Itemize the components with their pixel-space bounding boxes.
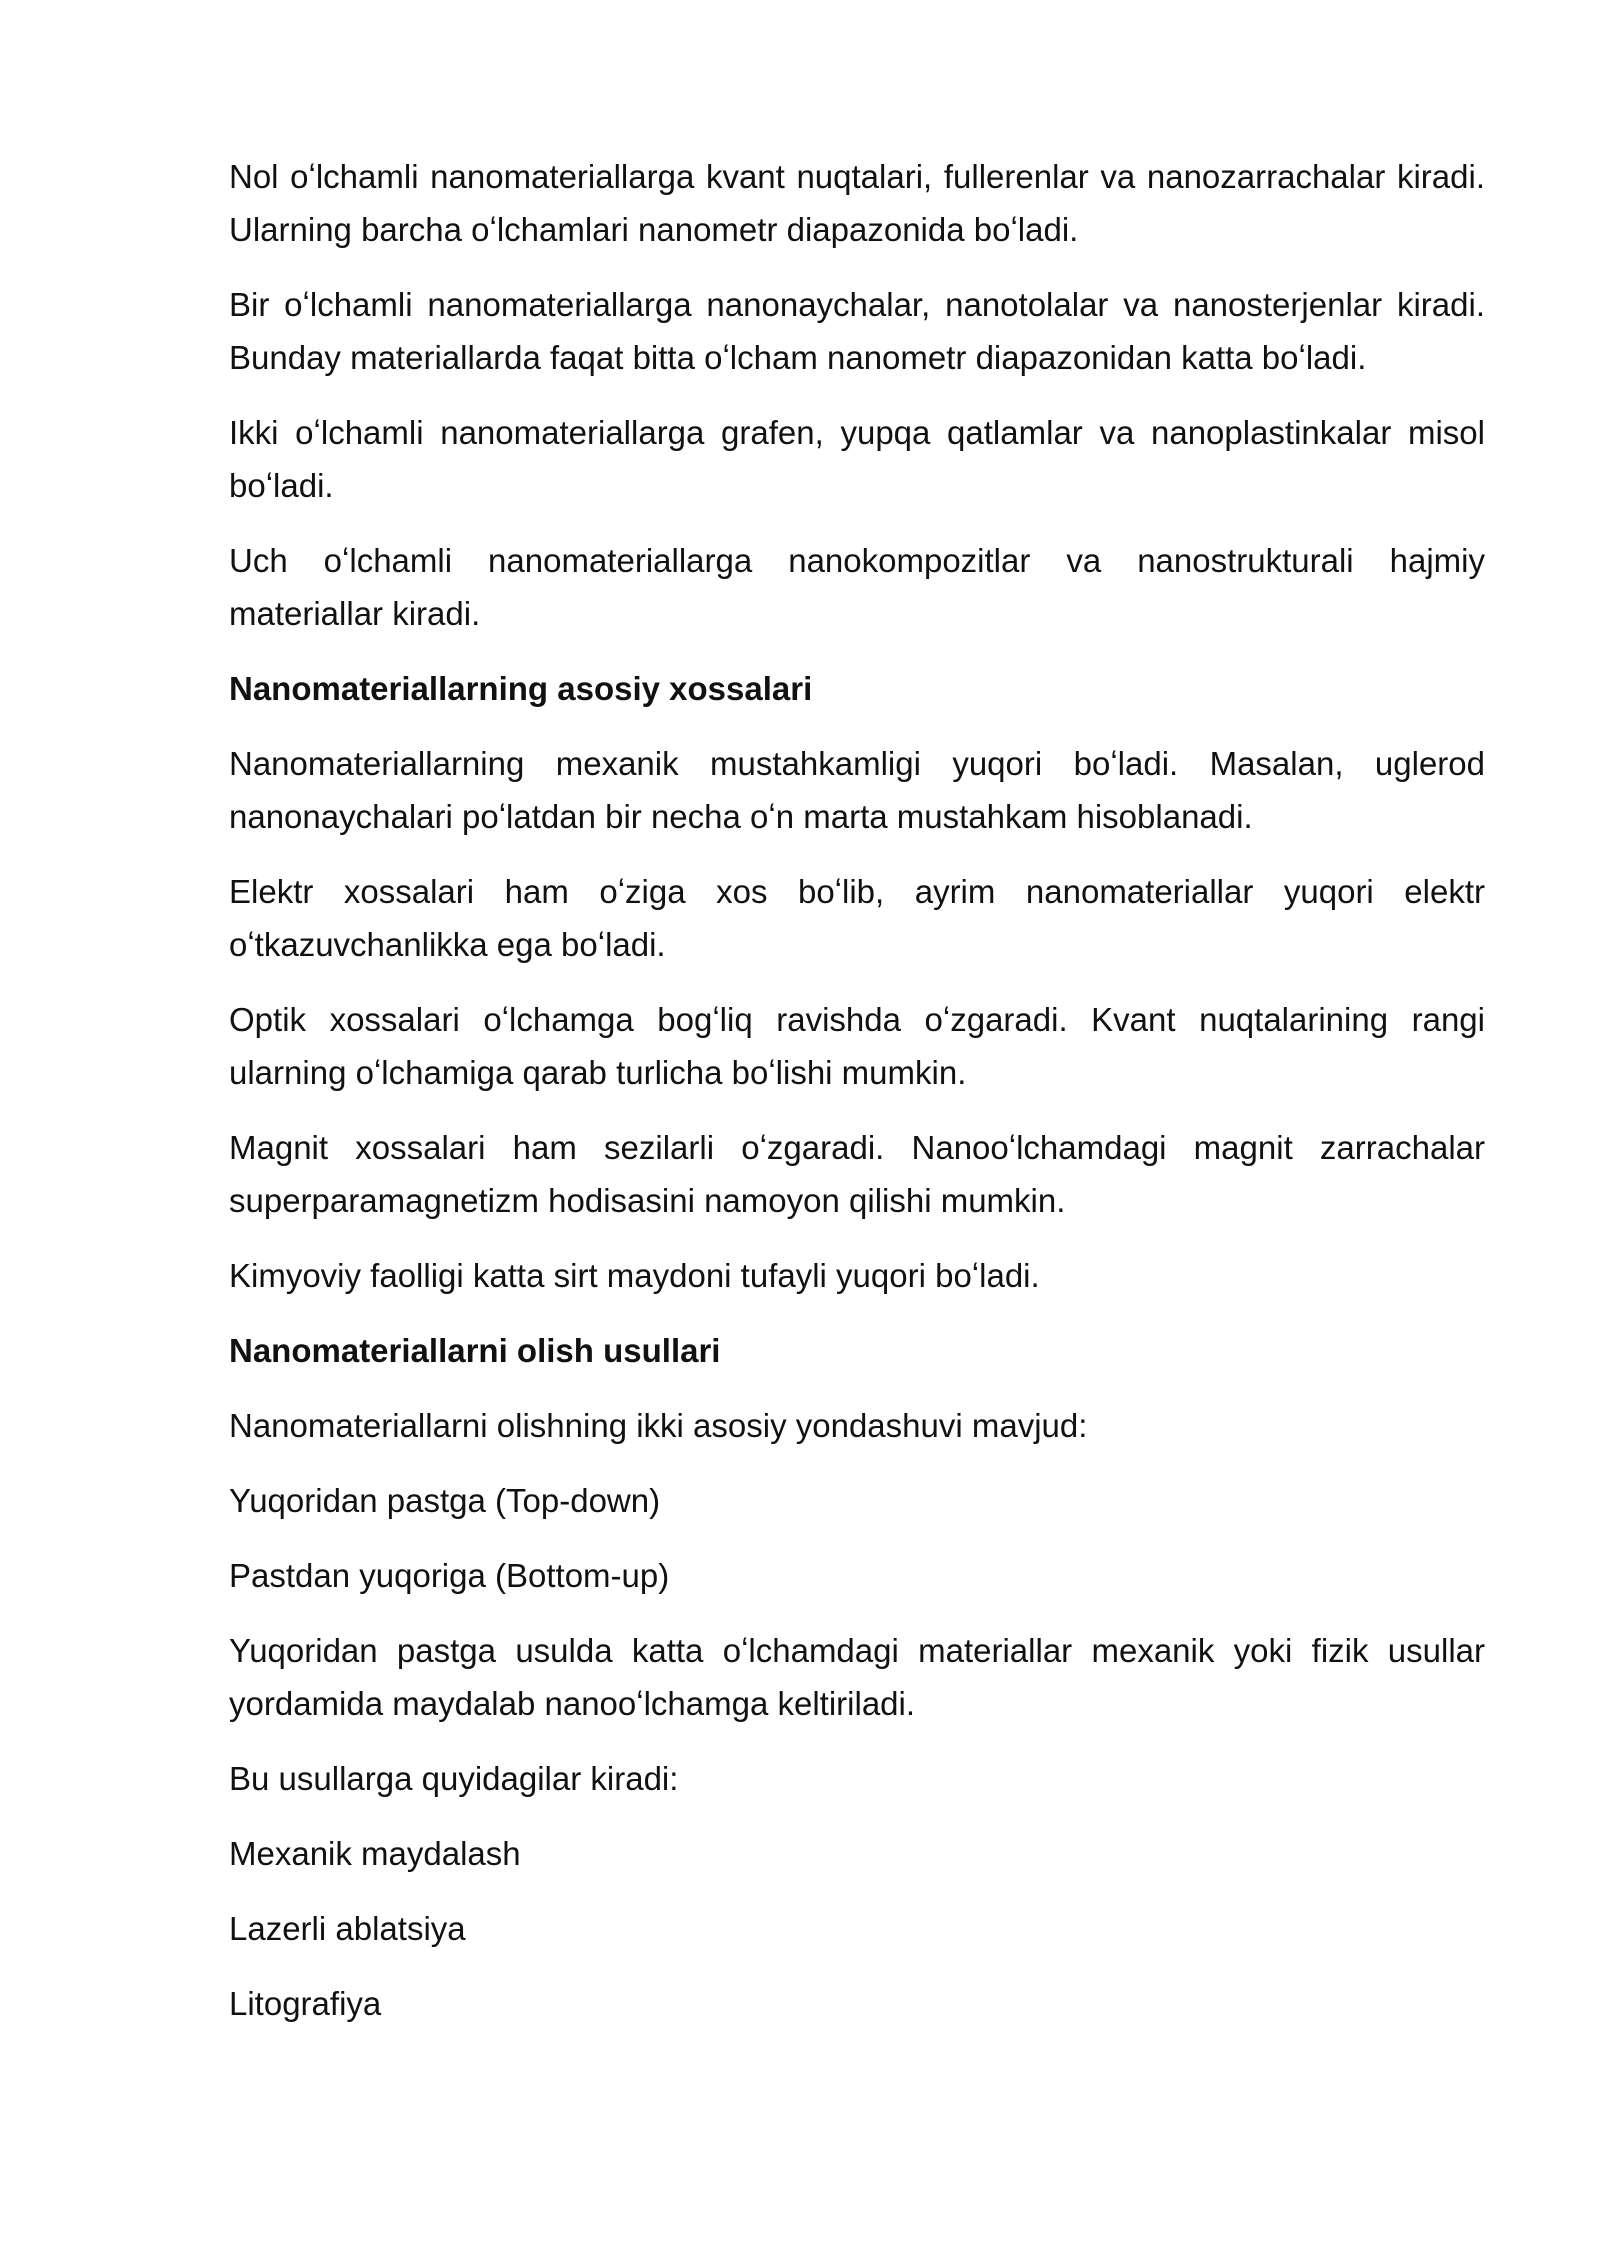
- heading-methods: Nanomateriallarni olish usullari: [229, 1332, 721, 1369]
- paragraph-one-dimensional: Bir oʻlchamli nanomateriallarga nanonaychalar, nanotolalar va nanosterjenlar kiradi. Bunday materiallarda faqat bitta oʻlcham nanometr diapazonidan katta boʻladi.: [229, 286, 1485, 376]
- paragraph-approaches: Nanomateriallarni olishning ikki asosiy yondashuvi mavjud:: [229, 1407, 1088, 1444]
- document-body: [229, 150, 1485, 2052]
- list-item-laser-ablation: Lazerli ablatsiya: [229, 1910, 466, 1947]
- list-item-lithography: Litografiya: [229, 1985, 382, 2022]
- paragraph-zero-dimensional: Nol oʻlchamli nanomateriallarga kvant nuqtalari, fullerenlar va nanozarrachalar kiradi. Ularning barcha oʻlchamlari nanometr diapazonida boʻladi.: [229, 158, 1485, 248]
- heading-properties: Nanomateriallarning asosiy xossalari: [229, 670, 813, 707]
- paragraph-methods-intro: Bu usullarga quyidagilar kiradi:: [229, 1760, 679, 1797]
- list-item-bottom-up: Pastdan yuqoriga (Bottom-up): [229, 1557, 670, 1594]
- paragraph-optical: Optik xossalari oʻlchamga bogʻliq ravishda oʻzgaradi. Kvant nuqtalarining rangi ularning oʻlchamiga qarab turlicha boʻlishi mumkin.: [229, 1001, 1485, 1091]
- paragraph-mechanical: Nanomateriallarning mexanik mustahkamligi yuqori boʻladi. Masalan, uglerod nanonaychalari poʻlatdan bir necha oʻn marta mustahkam hisoblanadi.: [229, 745, 1485, 835]
- paragraph-electrical: Elektr xossalari ham oʻziga xos boʻlib, ayrim nanomateriallar yuqori elektr oʻtkazuvchanlikka ega boʻladi.: [229, 873, 1485, 963]
- list-item-mechanical-milling: Mexanik maydalash: [229, 1835, 521, 1872]
- paragraph-magnetic: Magnit xossalari ham sezilarli oʻzgaradi. Nanooʻlchamdagi magnit zarrachalar superparamagnetizm hodisasini namoyon qilishi mumkin.: [229, 1129, 1485, 1219]
- list-item-top-down: Yuqoridan pastga (Top-down): [229, 1482, 661, 1519]
- paragraph-two-dimensional: Ikki oʻlchamli nanomateriallarga grafen, yupqa qatlamlar va nanoplastinkalar misol boʻladi.: [229, 414, 1485, 504]
- paragraph-three-dimensional: Uch oʻlchamli nanomateriallarga nanokompozitlar va nanostrukturali hajmiy materiallar kiradi.: [229, 542, 1485, 632]
- paragraph-top-down-description: Yuqoridan pastga usulda katta oʻlchamdagi materiallar mexanik yoki fizik usullar yordamida maydalab nanooʻlchamga keltiriladi.: [229, 1632, 1485, 1722]
- paragraph-chemical: Kimyoviy faolligi katta sirt maydoni tufayli yuqori boʻladi.: [229, 1257, 1040, 1294]
